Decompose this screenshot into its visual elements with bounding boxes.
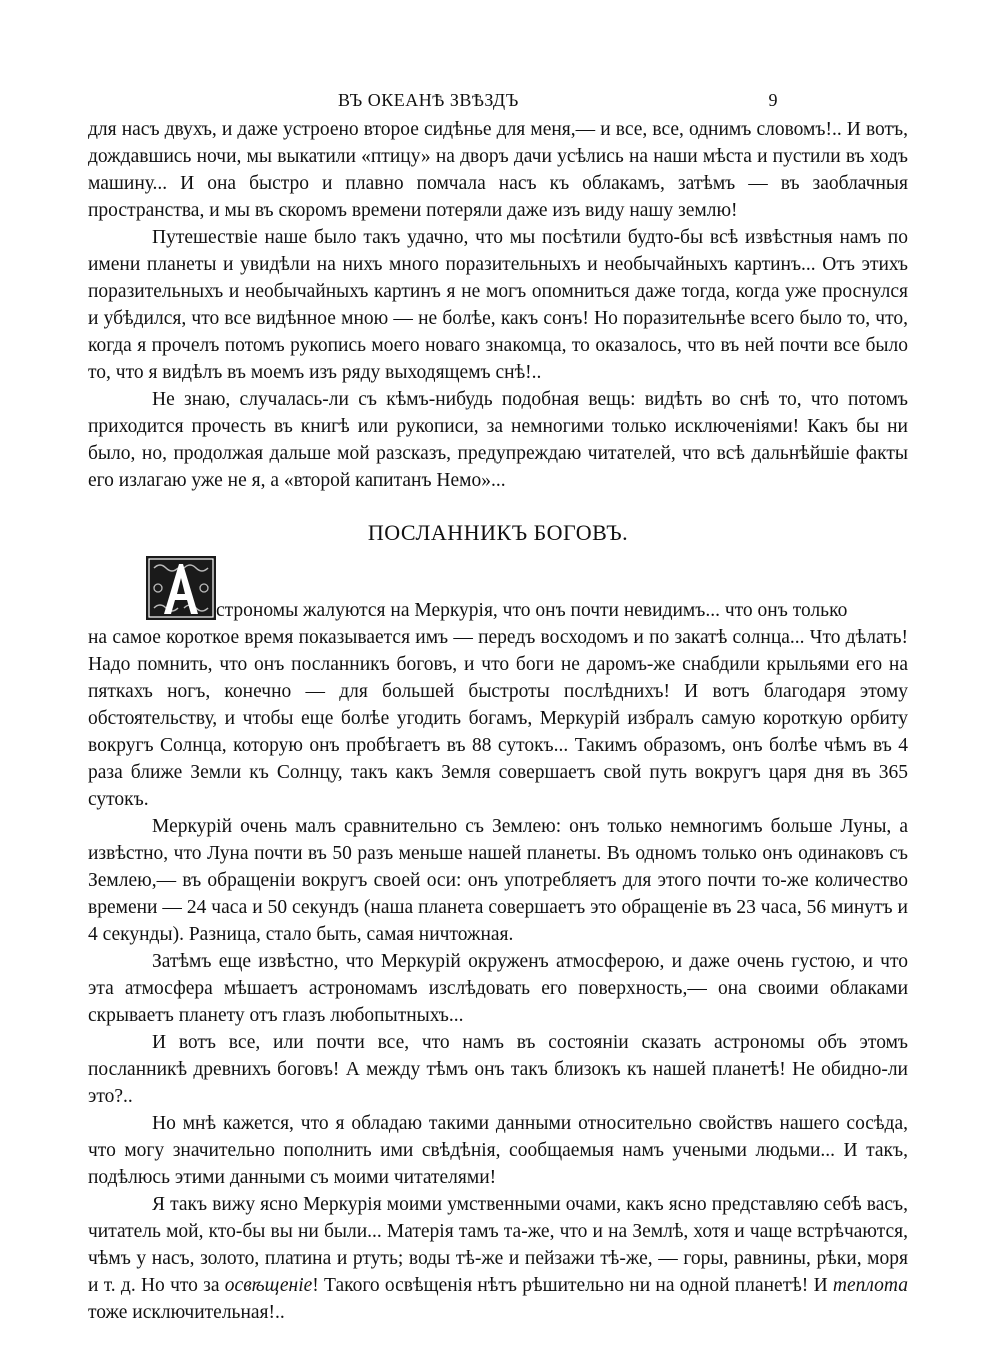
ornamental-initial-letter-icon: [146, 556, 216, 620]
paragraph-chapter-6: [88, 1191, 908, 1326]
paragraph-6-text-a: Я такъ вижу ясно Меркурія моими умственными очами, какъ ясно представляю себѣ васъ, читатель мой, кто-бы вы ни были... Матерія тамъ та-же, что и на Землѣ, хотя и чаще встрѣчаются, чѣмъ у насъ, золото, платина и ртуть; воды тѣ-же и пейзажи тѣ-же, — горы, равнины, рѣки, моря и т. д. Но что за: [88, 1194, 908, 1296]
running-head: [88, 90, 908, 116]
paragraph-6-text-c: тоже исключительная!..: [88, 1302, 285, 1323]
paragraph-chapter-4: И вотъ все, или почти все, что намъ въ состояніи сказать астрономы объ этомъ посланникѣ древнихъ боговъ! А между тѣмъ онъ такъ близокъ къ нашей планетѣ! Не обидно-ли это?..: [88, 1032, 908, 1107]
paragraph-chapter-5: Но мнѣ кажется, что я обладаю такими данными относительно свойствъ нашего сосѣда, что могу значительно пополнить ими свѣдѣнія, сообщаемыя намъ учеными людьми... И такъ, подѣлюсь этими данными съ моими читателями!: [88, 1113, 908, 1188]
paragraph-intro-3: Не знаю, случалась-ли съ кѣмъ-нибудь подобная вещь: видѣть во снѣ то, что потомъ приходится прочесть въ книгѣ или рукописи, за немногими только исключеніями! Какъ бы ни было, но, продолжая дальше мой разсказъ, предупреждаю читателей, что всѣ дальнѣйшіе факты его излагаю уже не я, а «второй капитанъ Немо»...: [88, 389, 908, 491]
first-line-with-dropcap: [88, 560, 908, 624]
paragraph-6-emphasis-2: теплота: [832, 1275, 908, 1296]
paragraph-intro-1: для насъ двухъ, и даже устроено второе сидѣнье для меня,— и все, все, однимъ словомъ!.. И вотъ, дождавшись ночи, мы выкатили «птицу» на дворъ дачи усѣлись на наши мѣста и пустили въ ходъ машину... И она быстро и плавно помчала насъ къ облакамъ, затѣмъ — въ заоблачныя пространства, и мы въ скоромъ времени потеряли даже изъ виду нашу землю!: [88, 119, 908, 221]
first-line-text: строномы жалуются на Меркурія, что онъ почти невидимъ... что онъ только: [216, 600, 848, 621]
running-title: ВЪ ОКЕАНѢ ЗВѢЗДЪ: [338, 90, 519, 110]
paragraph-intro-2: Путешествіе наше было такъ удачно, что мы посѣтили будто-бы всѣ извѣстныя намъ по имени планеты и увидѣли на нихъ много поразительныхъ и необычайныхъ картинъ... Отъ этихъ поразительныхъ и необычайныхъ картинъ я не могъ опомниться даже тогда, когда уже проснулся и убѣдился, что все видѣнное мною — не болѣе, какъ сонъ! Но поразительнѣе всего было то, что, когда я прочелъ потомъ рукопись моего новаго знакомца, то оказалось, что въ ней почти все было то, что я видѣлъ въ моемъ изъ ряду выходящемъ снѣ!..: [88, 227, 908, 383]
chapter-title: ПОСЛАННИКЪ БОГОВЪ.: [367, 520, 629, 545]
chapter-first-paragraph: [88, 560, 908, 813]
book-page: [88, 90, 908, 1326]
paragraph-6-text-b: ! Такого освѣщенія нѣтъ рѣшительно ни на одной планетѣ! И: [312, 1275, 833, 1296]
paragraph-chapter-1-rest: на самое короткое время показывается имъ — передъ восходомъ и по закатѣ солнца... Что дѣлать! Надо помнить, что онъ посланникъ боговъ, и что боги не даромъ-же снабдили крыльями его на пяткахъ ногъ, конечно — для большей быстроты послѣднихъ! И вотъ благодаря этому обстоятельству, и чтобы еще болѣе угодить богамъ, Меркурій избралъ самую короткую орбиту вокругъ Солнца, которую онъ пробѣгаетъ въ 88 сутокъ... Такимъ образомъ, онъ болѣе чѣмъ въ 4 раза ближе Земли къ Солнцу, такъ какъ Земля совершаетъ свой путь вокругъ царя дня въ 365 сутокъ.: [88, 627, 908, 810]
paragraph-chapter-2: Меркурій очень малъ сравнительно съ Землею: онъ только немногимъ больше Луны, а извѣстно, что Луна почти въ 50 разъ меньше нашей планеты. Въ одномъ только онъ одинаковъ съ Землею,— въ обращеніи вокругъ своей оси: онъ употребляетъ для этого почти то-же количество времени — 24 часа и 50 секундъ (наша планета совершаетъ это обращеніе въ 23 часа, 56 минутъ и 4 секунды). Разница, стало быть, самая ничтожная.: [88, 816, 908, 945]
page-number: 9: [768, 90, 778, 110]
paragraph-6-emphasis-1: освѣщеніе: [224, 1275, 313, 1296]
paragraph-chapter-3: Затѣмъ еще извѣстно, что Меркурій окруженъ атмосферою, и даже очень густою, и что эта атмосфера мѣшаетъ астрономамъ изслѣдовать его поверхность,— она своими облаками скрываетъ планету отъ глазъ любопытныхъ...: [88, 951, 908, 1026]
